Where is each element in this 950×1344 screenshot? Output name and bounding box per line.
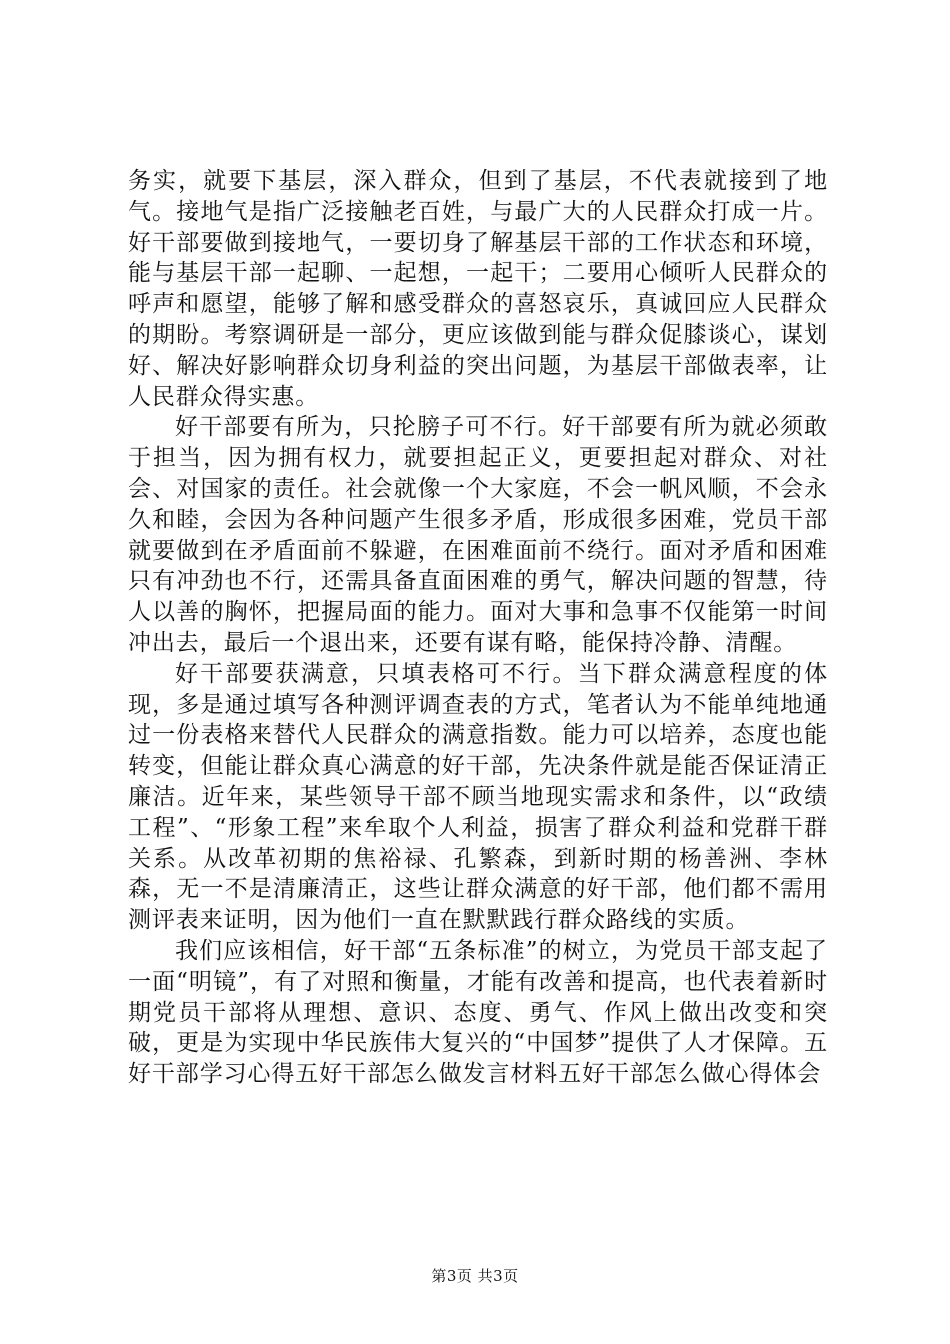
paragraph-4: 我们应该相信，好干部“五条标准”的树立，为党员干部支起了一面“明镜”，有了对照和衡量，才能有改善和提高，也代表着新时期党员干部将从理想、意识、态度、勇气、作风上做出改变和突破，更是为实现中华民族伟大复兴的“中国梦”提供了人才保障。五好干部学习心得五好干部怎么做发言材料五好干部怎么做心得体会 [128, 937, 828, 1088]
paragraph-3: 好干部要获满意，只填表格可不行。当下群众满意程度的体现，多是通过填写各种测评调查表的方式，笔者认为不能单纯地通过一份表格来替代人民群众的满意指数。能力可以培养，态度也能转变，但能让群众真心满意的好干部，先决条件就是能否保证清正廉洁。近年来，某些领导干部不顾当地现实需求和条件，以“政绩工程”、“形象工程”来牟取个人利益，损害了群众利益和党群干群关系。从改革初期的焦裕禄、孔繁森，到新时期的杨善洲、李林森，无一不是清廉清正，这些让群众满意的好干部，他们都不需用测评表来证明，因为他们一直在默默践行群众路线的实质。 [128, 660, 828, 934]
paragraph-2: 好干部要有所为，只抡膀子可不行。好干部要有所为就必须敢于担当，因为拥有权力，就要担起正义，更要担起对群众、对社会、对国家的责任。社会就像一个大家庭，不会一帆风顺，不会永久和睦，会因为各种问题产生很多矛盾，形成很多困难，党员干部就要做到在矛盾面前不躲避，在困难面前不绕行。面对矛盾和困难只有冲劲也不行，还需具备直面困难的勇气，解决问题的智慧，待人以善的胸怀，把握局面的能力。面对大事和急事不仅能第一时间冲出去，最后一个退出来，还要有谋有略，能保持冷静、清醒。 [128, 414, 828, 656]
document-body [128, 166, 828, 1090]
paragraph-1: 务实，就要下基层，深入群众，但到了基层，不代表就接到了地气。接地气是指广泛接触老百姓，与最广大的人民群众打成一片。好干部要做到接地气，一要切身了解基层干部的工作状态和环境，能与基层干部一起聊、一起想，一起干；二要用心倾听人民群众的呼声和愿望，能够了解和感受群众的喜怒哀乐，真诚回应人民群众的期盼。考察调研是一部分，更应该做到能与群众促膝谈心，谋划好、解决好影响群众切身利益的突出问题，为基层干部做表率，让人民群众得实惠。 [128, 168, 828, 410]
page-number-footer: 第3页 共3页 [431, 1267, 519, 1285]
